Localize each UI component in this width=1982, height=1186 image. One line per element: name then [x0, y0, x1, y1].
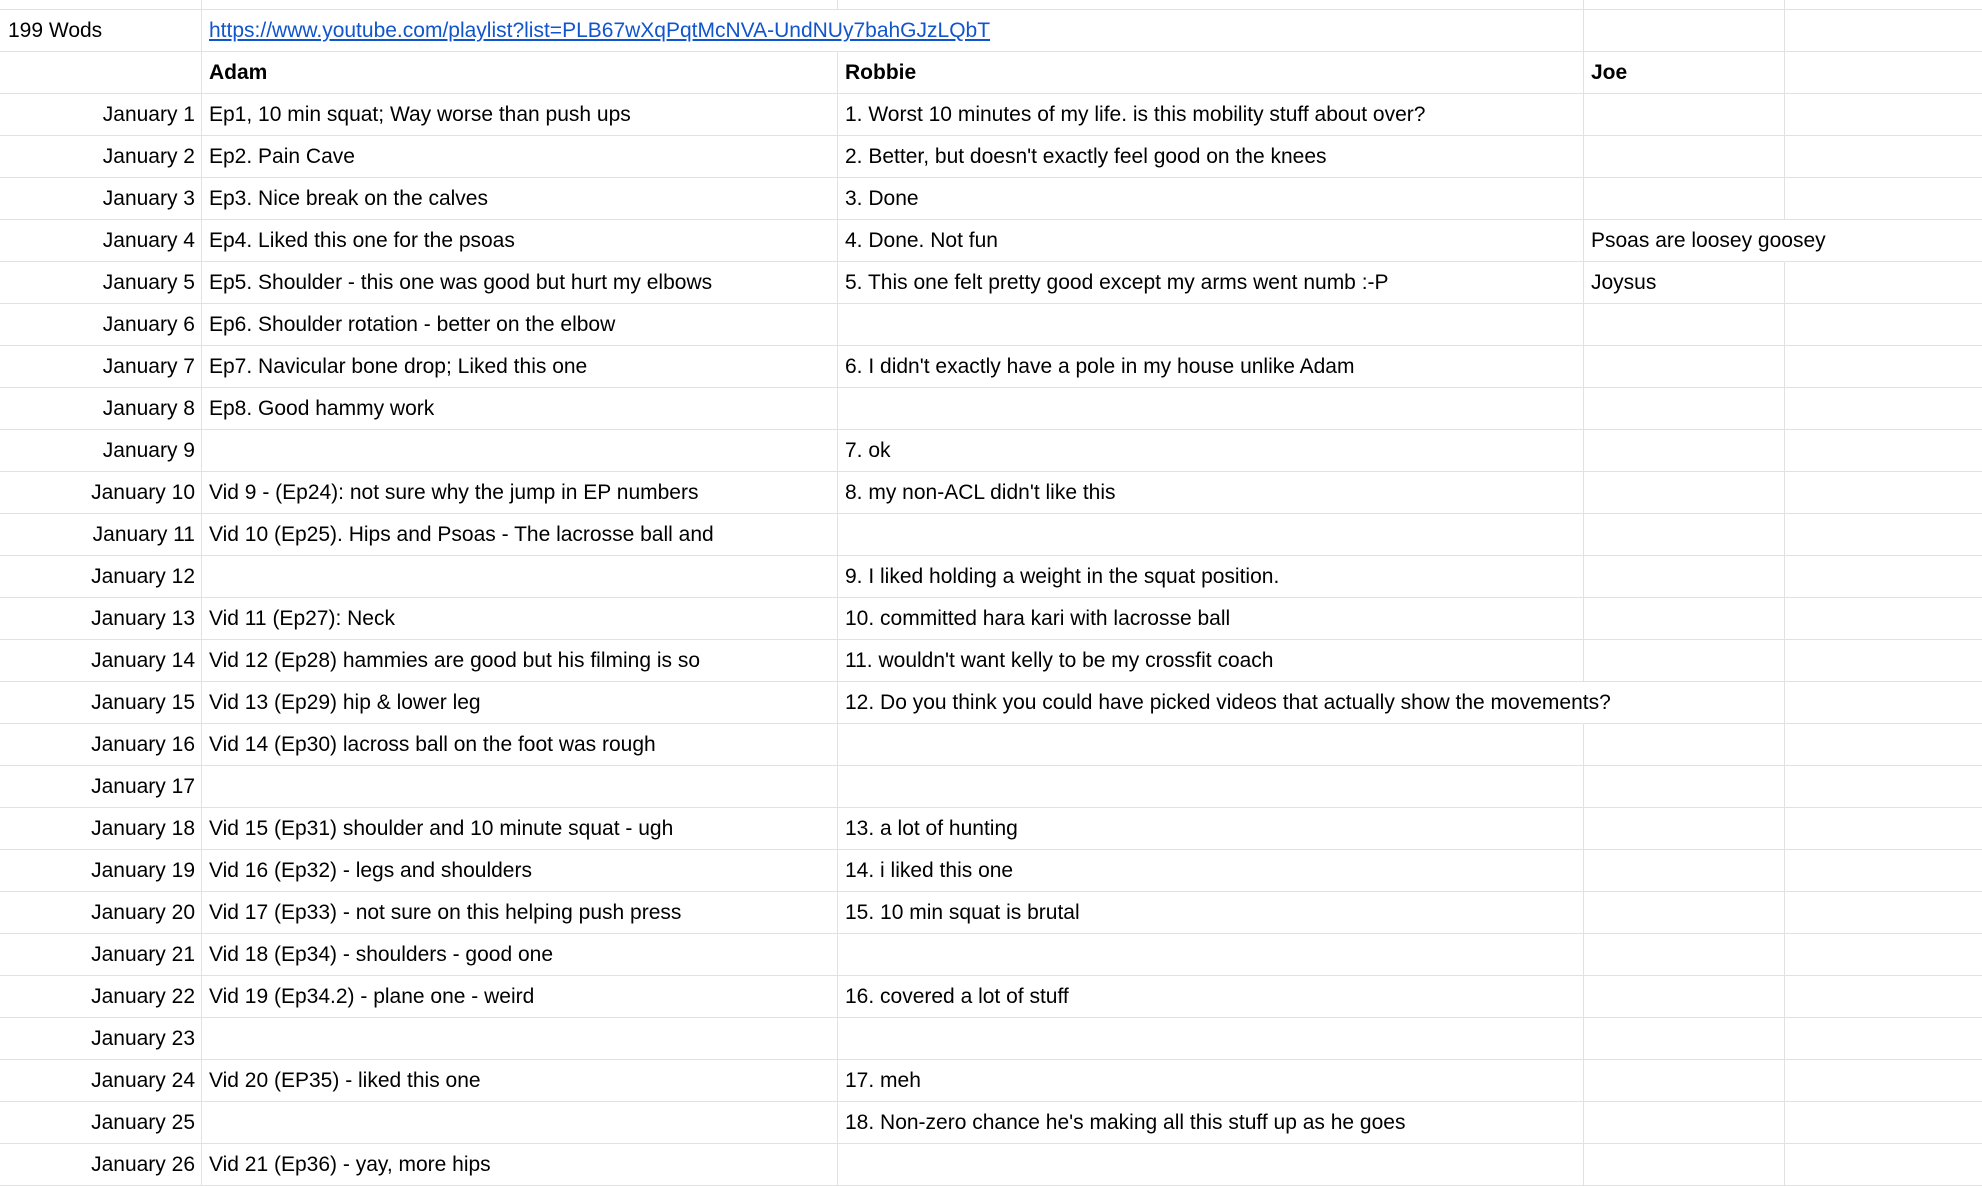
robbie-note: 16. covered a lot of stuff — [845, 985, 1069, 1008]
table-row — [0, 976, 1982, 1018]
empty-cell[interactable] — [1785, 1018, 1982, 1060]
robbie-note: 2. Better, but doesn't exactly feel good on the knees — [845, 145, 1327, 168]
joe-cell[interactable] — [1584, 1018, 1785, 1060]
adam-cell[interactable] — [202, 850, 838, 892]
robbie-cell[interactable] — [838, 1018, 1584, 1060]
date-label: January 16 — [91, 733, 195, 756]
joe-cell[interactable] — [1584, 136, 1785, 178]
date-cell[interactable] — [0, 304, 202, 346]
robbie-cell[interactable] — [838, 178, 1584, 220]
empty-cell[interactable] — [1785, 1060, 1982, 1102]
robbie-cell[interactable] — [838, 892, 1584, 934]
date-cell[interactable] — [0, 892, 202, 934]
adam-cell[interactable] — [202, 808, 838, 850]
adam-note: Vid 18 (Ep34) - shoulders - good one — [209, 943, 553, 966]
joe-cell[interactable] — [1584, 556, 1785, 598]
date-cell[interactable] — [0, 178, 202, 220]
adam-cell[interactable] — [202, 1018, 838, 1060]
date-label: January 5 — [102, 271, 195, 294]
table-row — [0, 178, 1982, 220]
joe-note: Psoas are loosey goosey — [1591, 229, 1826, 252]
adam-cell[interactable] — [202, 682, 838, 724]
date-label: January 9 — [102, 439, 195, 462]
empty-cell[interactable] — [1785, 598, 1982, 640]
header-row — [0, 52, 1982, 94]
date-cell[interactable] — [0, 136, 202, 178]
date-label: January 21 — [91, 943, 195, 966]
robbie-cell[interactable] — [838, 388, 1584, 430]
robbie-note: 10. committed hara kari with lacrosse ball — [845, 607, 1231, 630]
robbie-note: 14. i liked this one — [845, 859, 1014, 882]
date-cell[interactable] — [0, 430, 202, 472]
date-label: January 26 — [91, 1153, 195, 1176]
joe-cell[interactable] — [1584, 94, 1785, 136]
table-row — [0, 724, 1982, 766]
robbie-cell[interactable] — [838, 598, 1584, 640]
adam-cell[interactable] — [202, 178, 838, 220]
table-row — [0, 514, 1982, 556]
robbie-note: 9. I liked holding a weight in the squat position. — [845, 565, 1280, 588]
date-cell[interactable] — [0, 556, 202, 598]
partial-row-top — [0, 0, 1982, 10]
cell[interactable] — [1785, 0, 1982, 10]
robbie-cell[interactable] — [838, 304, 1584, 346]
adam-cell[interactable] — [202, 514, 838, 556]
date-label: January 19 — [91, 859, 195, 882]
date-label: January 7 — [102, 355, 195, 378]
joe-cell[interactable] — [1584, 892, 1785, 934]
date-label: January 23 — [91, 1027, 195, 1050]
table-row — [0, 556, 1982, 598]
robbie-cell[interactable] — [838, 808, 1584, 850]
robbie-cell[interactable] — [838, 136, 1584, 178]
joe-cell[interactable] — [1584, 304, 1785, 346]
robbie-cell[interactable] — [838, 556, 1584, 598]
adam-note: Vid 11 (Ep27): Neck — [209, 607, 395, 630]
date-cell[interactable] — [0, 472, 202, 514]
empty-cell[interactable] — [1785, 682, 1982, 724]
table-row — [0, 1018, 1982, 1060]
table-row — [0, 808, 1982, 850]
date-cell[interactable] — [0, 808, 202, 850]
empty-cell[interactable] — [1785, 514, 1982, 556]
cell[interactable] — [1584, 10, 1785, 52]
sheet-title: 199 Wods — [8, 19, 103, 42]
date-label: January 24 — [91, 1069, 195, 1092]
joe-cell[interactable] — [1584, 262, 1785, 304]
date-cell[interactable] — [0, 1102, 202, 1144]
adam-cell[interactable] — [202, 430, 838, 472]
date-label: January 6 — [102, 313, 195, 336]
adam-cell[interactable] — [202, 1144, 838, 1186]
data-rows — [0, 94, 1982, 1186]
date-label: January 22 — [91, 985, 195, 1008]
date-label: January 14 — [91, 649, 195, 672]
adam-cell[interactable] — [202, 892, 838, 934]
adam-cell[interactable] — [202, 304, 838, 346]
adam-note: Ep1, 10 min squat; Way worse than push ups — [209, 103, 631, 126]
robbie-note: 3. Done — [845, 187, 919, 210]
adam-cell[interactable] — [202, 640, 838, 682]
table-row — [0, 766, 1982, 808]
title-row — [0, 10, 1982, 52]
empty-cell[interactable] — [1785, 808, 1982, 850]
empty-cell[interactable] — [1785, 640, 1982, 682]
empty-cell[interactable] — [1785, 304, 1982, 346]
adam-cell[interactable] — [202, 1102, 838, 1144]
joe-cell[interactable] — [1584, 430, 1785, 472]
header-adam-cell[interactable] — [202, 52, 838, 94]
adam-cell[interactable] — [202, 1060, 838, 1102]
date-cell[interactable] — [0, 514, 202, 556]
table-row — [0, 598, 1982, 640]
date-label: January 11 — [92, 523, 195, 546]
cell[interactable] — [202, 0, 838, 10]
date-label: January 1 — [102, 103, 195, 126]
cell[interactable] — [1584, 0, 1785, 10]
joe-cell[interactable] — [1584, 472, 1785, 514]
date-label: January 4 — [102, 229, 195, 252]
adam-note: Ep7. Navicular bone drop; Liked this one — [209, 355, 588, 378]
joe-cell[interactable] — [1584, 220, 1826, 262]
joe-cell[interactable] — [1584, 640, 1785, 682]
empty-cell[interactable] — [1785, 1144, 1982, 1186]
robbie-cell[interactable] — [838, 220, 1584, 262]
joe-cell[interactable] — [1584, 934, 1785, 976]
date-cell[interactable] — [0, 388, 202, 430]
header-robbie-cell[interactable] — [838, 52, 1584, 94]
joe-cell[interactable] — [1584, 976, 1785, 1018]
adam-cell[interactable] — [202, 388, 838, 430]
robbie-note: 18. Non-zero chance he's making all this stuff up as he goes — [845, 1111, 1406, 1134]
date-cell[interactable] — [0, 682, 202, 724]
adam-note: Vid 10 (Ep25). Hips and Psoas - The lacrosse ball and — [209, 523, 714, 546]
column-header-joe: Joe — [1591, 61, 1628, 84]
table-row — [0, 1144, 1982, 1186]
table-row — [0, 136, 1982, 178]
robbie-cell[interactable] — [838, 472, 1584, 514]
table-row — [0, 640, 1982, 682]
adam-note: Vid 17 (Ep33) - not sure on this helping push press — [209, 901, 682, 924]
date-label: January 3 — [102, 187, 195, 210]
sheet-title-cell[interactable] — [0, 10, 202, 52]
table-row — [0, 346, 1982, 388]
date-cell[interactable] — [0, 262, 202, 304]
date-cell[interactable] — [0, 850, 202, 892]
adam-cell[interactable] — [202, 220, 838, 262]
adam-note: Vid 15 (Ep31) shoulder and 10 minute squat - ugh — [209, 817, 674, 840]
empty-cell[interactable] — [1785, 178, 1982, 220]
joe-cell[interactable] — [1584, 682, 1785, 724]
date-label: January 10 — [91, 481, 195, 504]
empty-cell[interactable] — [1785, 262, 1982, 304]
date-cell[interactable] — [0, 724, 202, 766]
empty-cell[interactable] — [1785, 1102, 1982, 1144]
robbie-cell[interactable] — [838, 724, 1584, 766]
adam-cell[interactable] — [202, 94, 838, 136]
date-label: January 2 — [102, 145, 195, 168]
robbie-note: 13. a lot of hunting — [845, 817, 1018, 840]
adam-cell[interactable] — [202, 556, 838, 598]
date-cell[interactable] — [0, 220, 202, 262]
adam-cell[interactable] — [202, 724, 838, 766]
robbie-cell[interactable] — [838, 1060, 1584, 1102]
robbie-note: 6. I didn't exactly have a pole in my house unlike Adam — [845, 355, 1355, 378]
table-row — [0, 934, 1982, 976]
adam-note: Vid 9 - (Ep24): not sure why the jump in EP numbers — [209, 481, 699, 504]
cell[interactable] — [0, 52, 202, 94]
date-label: January 8 — [102, 397, 195, 420]
playlist-link[interactable]: https://www.youtube.com/playlist?list=PLB67wXqPqtMcNVA-UndNUy7bahGJzLQbT — [209, 19, 991, 42]
date-cell[interactable] — [0, 1144, 202, 1186]
robbie-note: 5. This one felt pretty good except my arms went numb :-P — [845, 271, 1389, 294]
adam-note: Vid 20 (EP35) - liked this one — [209, 1069, 481, 1092]
adam-cell[interactable] — [202, 472, 838, 514]
empty-cell[interactable] — [1785, 472, 1982, 514]
date-cell[interactable] — [0, 640, 202, 682]
joe-cell[interactable] — [1584, 1102, 1785, 1144]
table-row — [0, 304, 1982, 346]
adam-cell[interactable] — [202, 766, 838, 808]
adam-note: Vid 19 (Ep34.2) - plane one - weird — [209, 985, 535, 1008]
robbie-cell[interactable] — [838, 262, 1584, 304]
table-row — [0, 1102, 1982, 1144]
table-row — [0, 472, 1982, 514]
adam-cell[interactable] — [202, 346, 838, 388]
empty-cell[interactable] — [1785, 976, 1982, 1018]
robbie-note: 11. wouldn't want kelly to be my crossfit coach — [845, 649, 1274, 672]
robbie-note: 8. my non-ACL didn't like this — [845, 481, 1116, 504]
date-cell[interactable] — [0, 766, 202, 808]
joe-cell[interactable] — [1584, 388, 1785, 430]
cell[interactable] — [1785, 10, 1982, 52]
date-cell[interactable] — [0, 346, 202, 388]
cell[interactable] — [0, 0, 202, 10]
joe-cell[interactable] — [1584, 514, 1785, 556]
empty-cell[interactable] — [1785, 430, 1982, 472]
column-header-robbie: Robbie — [845, 61, 917, 84]
robbie-cell[interactable] — [838, 94, 1584, 136]
joe-cell[interactable] — [1584, 1144, 1785, 1186]
adam-note: Vid 16 (Ep32) - legs and shoulders — [209, 859, 532, 882]
date-cell[interactable] — [0, 1018, 202, 1060]
table-row — [0, 388, 1982, 430]
column-header-adam: Adam — [209, 61, 268, 84]
robbie-cell[interactable] — [838, 640, 1584, 682]
table-row — [0, 94, 1982, 136]
date-cell[interactable] — [0, 1060, 202, 1102]
cell[interactable] — [838, 0, 1584, 10]
joe-cell[interactable] — [1584, 598, 1785, 640]
robbie-cell[interactable] — [838, 976, 1584, 1018]
joe-cell[interactable] — [1584, 724, 1785, 766]
empty-cell[interactable] — [1785, 892, 1982, 934]
adam-cell[interactable] — [202, 262, 838, 304]
table-row — [0, 430, 1982, 472]
date-label: January 25 — [91, 1111, 195, 1134]
robbie-note: 15. 10 min squat is brutal — [845, 901, 1080, 924]
adam-note: Ep6. Shoulder rotation - better on the elbow — [209, 313, 616, 336]
date-label: January 18 — [91, 817, 195, 840]
table-row — [0, 892, 1982, 934]
adam-cell[interactable] — [202, 976, 838, 1018]
date-cell[interactable] — [0, 598, 202, 640]
playlist-url-cell[interactable] — [202, 10, 991, 52]
robbie-note: 4. Done. Not fun — [845, 229, 998, 252]
empty-cell[interactable] — [1785, 934, 1982, 976]
joe-note: Joysus — [1591, 271, 1657, 294]
joe-cell[interactable] — [1584, 808, 1785, 850]
empty-cell[interactable] — [1785, 136, 1982, 178]
date-cell[interactable] — [0, 934, 202, 976]
table-row — [0, 1060, 1982, 1102]
empty-cell[interactable] — [1785, 724, 1982, 766]
robbie-note: 12. Do you think you could have picked videos that actually show the movements? — [845, 691, 1611, 714]
table-row — [0, 220, 1982, 262]
date-label: January 12 — [91, 565, 195, 588]
robbie-cell[interactable] — [838, 346, 1584, 388]
empty-cell[interactable] — [1785, 766, 1982, 808]
header-joe-cell[interactable] — [1584, 52, 1785, 94]
robbie-note: 1. Worst 10 minutes of my life. is this mobility stuff about over? — [845, 103, 1426, 126]
joe-cell[interactable] — [1584, 1060, 1785, 1102]
robbie-cell[interactable] — [838, 850, 1584, 892]
robbie-cell[interactable] — [838, 430, 1584, 472]
table-row — [0, 850, 1982, 892]
adam-cell[interactable] — [202, 934, 838, 976]
empty-cell[interactable] — [1785, 346, 1982, 388]
adam-note: Ep3. Nice break on the calves — [209, 187, 488, 210]
date-label: January 20 — [91, 901, 195, 924]
adam-note: Vid 14 (Ep30) lacross ball on the foot was rough — [209, 733, 656, 756]
robbie-cell[interactable] — [838, 766, 1584, 808]
date-cell[interactable] — [0, 94, 202, 136]
empty-cell[interactable] — [1785, 850, 1982, 892]
robbie-cell[interactable] — [838, 682, 1611, 724]
robbie-note: 17. meh — [845, 1069, 921, 1092]
adam-note: Ep2. Pain Cave — [209, 145, 355, 168]
table-row — [0, 682, 1982, 724]
robbie-cell[interactable] — [838, 1102, 1584, 1144]
date-cell[interactable] — [0, 976, 202, 1018]
robbie-cell[interactable] — [838, 514, 1584, 556]
adam-note: Ep5. Shoulder - this one was good but hurt my elbows — [209, 271, 713, 294]
adam-note: Ep8. Good hammy work — [209, 397, 435, 420]
adam-note: Ep4. Liked this one for the psoas — [209, 229, 515, 252]
joe-cell[interactable] — [1584, 178, 1785, 220]
joe-cell[interactable] — [1584, 346, 1785, 388]
date-label: January 17 — [91, 775, 195, 798]
empty-cell[interactable] — [1785, 556, 1982, 598]
adam-note: Vid 21 (Ep36) - yay, more hips — [209, 1153, 491, 1176]
table-row — [0, 262, 1982, 304]
date-label: January 13 — [91, 607, 195, 630]
date-label: January 15 — [91, 691, 195, 714]
adam-note: Vid 12 (Ep28) hammies are good but his filming is so — [209, 649, 701, 672]
adam-cell[interactable] — [202, 598, 838, 640]
adam-note: Vid 13 (Ep29) hip & lower leg — [209, 691, 481, 714]
empty-cell[interactable] — [1785, 94, 1982, 136]
adam-cell[interactable] — [202, 136, 838, 178]
joe-cell[interactable] — [1584, 766, 1785, 808]
robbie-cell[interactable] — [838, 1144, 1584, 1186]
cell[interactable] — [1785, 52, 1982, 94]
robbie-note: 7. ok — [845, 439, 891, 462]
empty-cell[interactable] — [1785, 388, 1982, 430]
robbie-cell[interactable] — [838, 934, 1584, 976]
joe-cell[interactable] — [1584, 850, 1785, 892]
